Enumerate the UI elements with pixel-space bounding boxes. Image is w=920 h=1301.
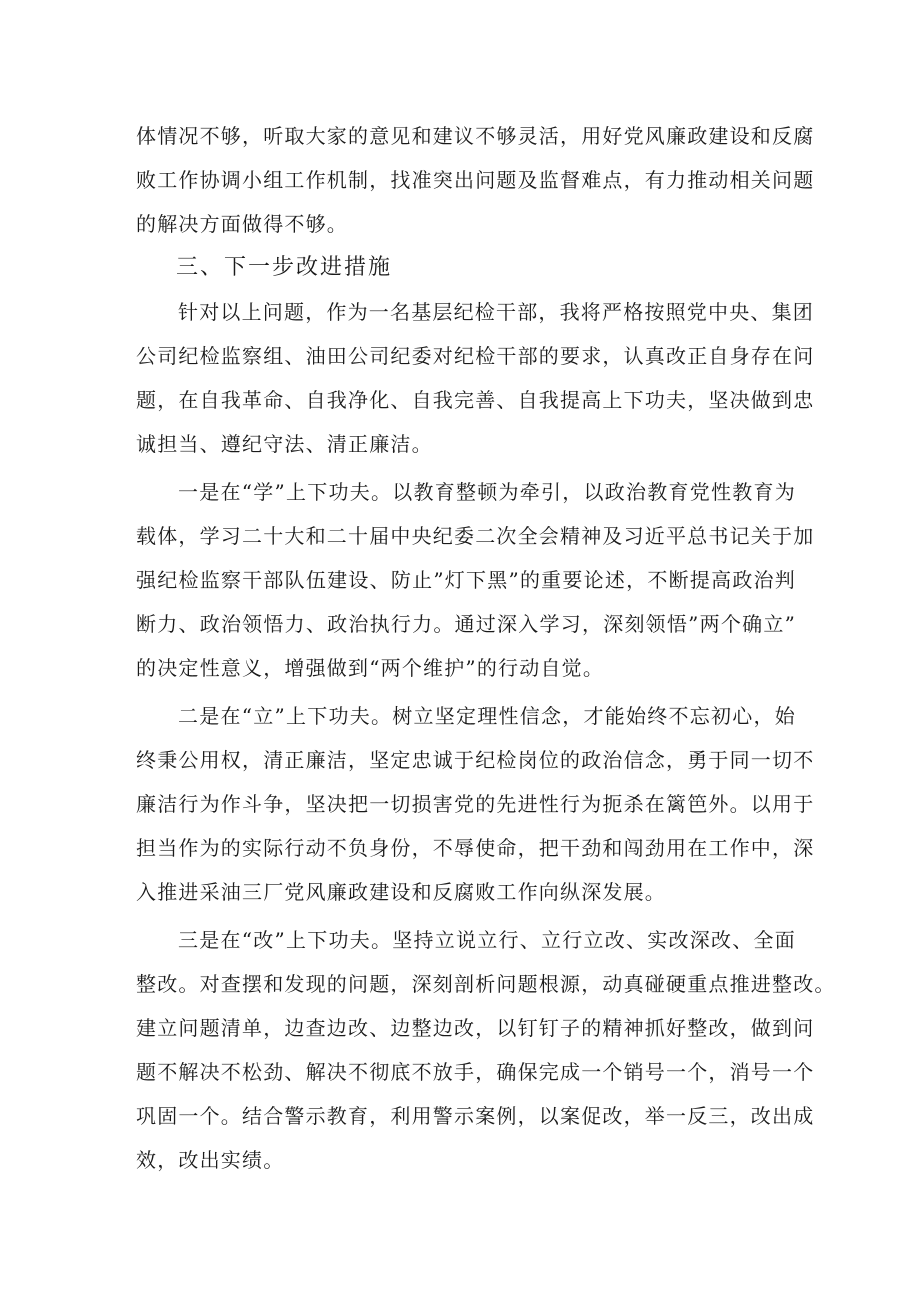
text-line: 一是在“学”上下功夫。以教育整顿为牵引，以政治教育党性教育为: [178, 480, 796, 504]
text-line: 题不解决不松劲、解决不彻底不放手，确保完成一个销号一个，消号一个: [136, 1060, 815, 1084]
text-line: 入推进采油三厂党风廉政建设和反腐败工作向纵深发展。: [136, 880, 666, 904]
text-line: 公司纪检监察组、油田公司纪委对纪检干部的要求，认真改正自身存在问: [136, 344, 815, 368]
text-line: 针对以上问题，作为一名基层纪检干部，我将严格按照党中央、集团: [178, 300, 814, 324]
text-line: 断力、政治领悟力、政治执行力。通过深入学习，深刻领悟”两个确立”: [136, 612, 796, 636]
paragraph-establish: [136, 694, 815, 914]
text-line: 整改。对查摆和发现的问题，深刻剖析问题根源，动真碰硬重点推进整改。: [136, 972, 836, 996]
paragraph-reform: [136, 918, 836, 1182]
paragraph-intro: [136, 290, 815, 466]
text-line: 终秉公用权，清正廉洁，坚定忠诚于纪检岗位的政治信念，勇于同一切不: [136, 748, 815, 772]
text-line: 败工作协调小组工作机制，找准突出问题及监督难点，有力推动相关问题: [136, 168, 815, 192]
text-line: 廉洁行为作斗争，坚决把一切损害党的先进性行为扼杀在篱笆外。以用于: [136, 792, 815, 816]
text-line: 担当作为的实际行动不负身份，不辱使命，把干劲和闯劲用在工作中，深: [136, 836, 815, 860]
text-line: 的决定性意义，增强做到“两个维护”的行动自觉。: [136, 656, 605, 680]
text-line: 效，改出实绩。: [136, 1148, 285, 1172]
text-line: 二是在“立”上下功夫。树立坚定理性信念，才能始终不忘初心，始: [178, 704, 796, 728]
paragraph-learn: [136, 470, 815, 690]
text-line: 体情况不够，听取大家的意见和建议不够灵活，用好党风廉政建设和反腐: [136, 124, 815, 148]
text-line: 载体，学习二十大和二十届中央纪委二次全会精神及习近平总书记关于加: [136, 524, 815, 548]
text-line: 诚担当、遵纪守法、清正廉洁。: [136, 432, 433, 456]
paragraph-continuation: [136, 114, 815, 246]
document-body: [136, 114, 836, 1182]
text-line: 强纪检监察干部队伍建设、防止”灯下黑”的重要论述，不断提高政治判: [136, 568, 796, 592]
text-line: 巩固一个。结合警示教育，利用警示案例，以案促改，举一反三，改出成: [136, 1104, 815, 1128]
text-line: 题，在自我革命、自我净化、自我完善、自我提高上下功夫，坚决做到忠: [136, 388, 815, 412]
text-line: 建立问题清单，边查边改、边整边改，以钉钉子的精神抓好整改，做到问: [136, 1016, 815, 1040]
text-line: 的解决方面做得不够。: [136, 212, 348, 236]
section-heading: 三、下一步改进措施: [176, 255, 393, 280]
text-line: 三是在“改”上下功夫。坚持立说立行、立行立改、实改深改、全面: [178, 928, 796, 952]
